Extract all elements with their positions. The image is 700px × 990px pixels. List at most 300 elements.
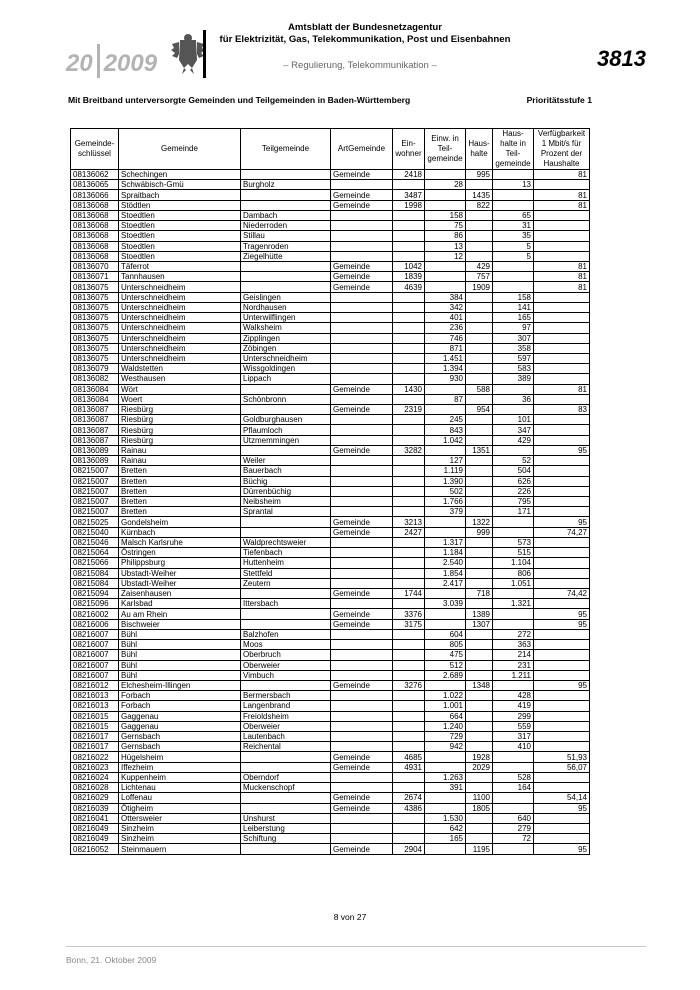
table-cell: 317 — [493, 732, 534, 742]
table-cell: Unterwilflingen — [241, 313, 331, 323]
table-cell — [331, 415, 393, 425]
table-cell: Stillau — [241, 231, 331, 241]
table-cell: 822 — [466, 200, 493, 210]
table-cell — [493, 527, 534, 537]
table-cell: Riesbürg — [119, 405, 241, 415]
table-cell: 08136075 — [71, 343, 119, 353]
table-cell: Bretten — [119, 507, 241, 517]
table-cell — [534, 650, 590, 660]
table-cell — [425, 527, 466, 537]
table-cell — [493, 261, 534, 271]
table-cell: 08216049 — [71, 834, 119, 844]
table-cell: 2.417 — [425, 578, 466, 588]
table-cell: Bühl — [119, 670, 241, 680]
table-cell — [331, 343, 393, 353]
table-row — [71, 588, 590, 598]
table-cell: 604 — [425, 629, 466, 639]
table-cell — [466, 476, 493, 486]
table-cell — [466, 568, 493, 578]
table-cell: Weiler — [241, 456, 331, 466]
table-cell — [493, 793, 534, 803]
table-cell — [534, 241, 590, 251]
table-row — [71, 486, 590, 496]
table-cell: 35 — [493, 231, 534, 241]
table-row — [71, 732, 590, 742]
table-cell: 08216007 — [71, 650, 119, 660]
table-cell — [493, 190, 534, 200]
gazette-title-line-2: für Elektrizität, Gas, Telekommunikation, Post und Eisenbahnen — [219, 33, 511, 45]
table-cell — [393, 701, 425, 711]
table-row — [71, 374, 590, 384]
table-cell: 347 — [493, 425, 534, 435]
table-cell: 3487 — [393, 190, 425, 200]
table-cell: Loffenau — [119, 793, 241, 803]
table-cell: Lautenbach — [241, 732, 331, 742]
table-cell — [425, 200, 466, 210]
table-cell — [393, 813, 425, 823]
table-cell: 127 — [425, 456, 466, 466]
table-cell: 1.022 — [425, 691, 466, 701]
table-cell — [331, 333, 393, 343]
table-cell — [466, 640, 493, 650]
table-cell: 475 — [425, 650, 466, 660]
table-cell: 4386 — [393, 803, 425, 813]
table-cell: Gemeinde — [331, 680, 393, 690]
table-row — [71, 844, 590, 854]
table-cell — [331, 302, 393, 312]
table-cell: Nordhausen — [241, 302, 331, 312]
table-cell — [466, 650, 493, 660]
table-cell: Hügelsheim — [119, 752, 241, 762]
table-cell: 65 — [493, 210, 534, 220]
table-cell: 843 — [425, 425, 466, 435]
table-cell — [393, 343, 425, 353]
table-cell: Utzmemmingen — [241, 435, 331, 445]
table-cell — [331, 476, 393, 486]
table-cell — [534, 691, 590, 701]
table-row — [71, 578, 590, 588]
table-cell — [534, 507, 590, 517]
table-cell — [534, 732, 590, 742]
table-row — [71, 609, 590, 619]
table-cell: 08215040 — [71, 527, 119, 537]
table-cell — [393, 394, 425, 404]
table-row — [71, 762, 590, 772]
table-cell: Philippsburg — [119, 558, 241, 568]
table-cell — [331, 599, 393, 609]
table-cell — [331, 537, 393, 547]
table-row — [71, 527, 590, 537]
table-cell: 226 — [493, 486, 534, 496]
table-cell: 08136068 — [71, 210, 119, 220]
table-cell — [466, 364, 493, 374]
table-cell: 718 — [466, 588, 493, 598]
table-row — [71, 272, 590, 282]
table-cell: Gaggenau — [119, 711, 241, 721]
publication-date: Bonn, 21. Oktober 2009 — [66, 955, 157, 965]
table-cell — [331, 497, 393, 507]
table-cell: Unterschneidheim — [119, 313, 241, 323]
table-cell — [534, 251, 590, 261]
table-cell — [393, 435, 425, 445]
issue-year-value: 2009 — [103, 50, 158, 77]
table-cell: Östringen — [119, 548, 241, 558]
table-cell — [331, 711, 393, 721]
table-cell — [466, 721, 493, 731]
table-cell: 08136084 — [71, 394, 119, 404]
table-cell: 5 — [493, 251, 534, 261]
table-cell: Unterschneidheim — [119, 333, 241, 343]
table-cell — [493, 445, 534, 455]
table-cell: Oberweier — [241, 721, 331, 731]
table-cell — [425, 803, 466, 813]
table-cell — [534, 629, 590, 639]
table-cell: 999 — [466, 527, 493, 537]
table-cell — [393, 210, 425, 220]
table-cell: Spraitbach — [119, 190, 241, 200]
table-cell: 1042 — [393, 261, 425, 271]
table-cell: Stoedtlen — [119, 210, 241, 220]
table-cell — [425, 762, 466, 772]
table-cell: 1195 — [466, 844, 493, 854]
table-cell: Gemeinde — [331, 527, 393, 537]
table-cell — [534, 537, 590, 547]
table-cell — [331, 210, 393, 220]
table-cell: Stoedtlen — [119, 241, 241, 251]
federal-eagle-logo — [170, 30, 206, 76]
table-row — [71, 466, 590, 476]
table-cell — [466, 374, 493, 384]
table-cell: 08136075 — [71, 302, 119, 312]
table-row — [71, 507, 590, 517]
table-cell: Niederroden — [241, 221, 331, 231]
table-cell — [466, 210, 493, 220]
table-cell — [493, 405, 534, 415]
table-cell — [393, 497, 425, 507]
column-header: Ein-wohner — [393, 129, 425, 170]
table-cell: 08136087 — [71, 405, 119, 415]
table-cell: 3175 — [393, 619, 425, 629]
table-cell: 08136079 — [71, 364, 119, 374]
table-cell: Gemeinde — [331, 170, 393, 180]
table-cell — [534, 742, 590, 752]
table-cell: 3.039 — [425, 599, 466, 609]
table-row — [71, 180, 590, 190]
table-cell — [393, 742, 425, 752]
table-cell: Gemeinde — [331, 762, 393, 772]
table-cell: 3376 — [393, 609, 425, 619]
table-cell: 08215084 — [71, 578, 119, 588]
table-cell: 757 — [466, 272, 493, 282]
table-cell: 08215066 — [71, 558, 119, 568]
table-cell — [241, 527, 331, 537]
table-cell: 2418 — [393, 170, 425, 180]
table-row — [71, 650, 590, 660]
table-cell: Gemeinde — [331, 619, 393, 629]
table-cell — [331, 353, 393, 363]
table-cell — [241, 261, 331, 271]
table-cell: 1.184 — [425, 548, 466, 558]
table-cell: 1.317 — [425, 537, 466, 547]
table-cell: Waldstetten — [119, 364, 241, 374]
table-cell: Stettfeld — [241, 568, 331, 578]
table-cell — [393, 302, 425, 312]
table-cell: 08216029 — [71, 793, 119, 803]
table-cell: Schechingen — [119, 170, 241, 180]
table-cell: Kuppenheim — [119, 772, 241, 782]
table-cell: 75 — [425, 221, 466, 231]
table-cell: Gemeinde — [331, 272, 393, 282]
table-cell: 08216024 — [71, 772, 119, 782]
table-cell: Unterschneidheim — [119, 343, 241, 353]
table-cell: 272 — [493, 629, 534, 639]
table-cell — [466, 231, 493, 241]
table-cell — [425, 793, 466, 803]
table-cell — [466, 486, 493, 496]
table-cell: Unterschneidheim — [119, 323, 241, 333]
table-cell: 08136075 — [71, 292, 119, 302]
table-cell: 1.263 — [425, 772, 466, 782]
table-cell — [534, 548, 590, 558]
table-cell: Gemeinde — [331, 844, 393, 854]
table-cell: 1.240 — [425, 721, 466, 731]
table-cell — [331, 313, 393, 323]
table-cell: 08216017 — [71, 742, 119, 752]
table-row — [71, 691, 590, 701]
table-row — [71, 333, 590, 343]
table-cell: 08136075 — [71, 323, 119, 333]
table-cell — [425, 261, 466, 271]
table-cell: 81 — [534, 170, 590, 180]
table-cell: 95 — [534, 844, 590, 854]
table-cell: 08136070 — [71, 261, 119, 271]
table-cell: 1100 — [466, 793, 493, 803]
table-cell: 28 — [425, 180, 466, 190]
year-separator — [97, 44, 100, 78]
priority-label: Prioritätsstufe 1 — [526, 95, 592, 105]
table-cell — [493, 609, 534, 619]
table-cell — [393, 486, 425, 496]
table-cell: 08216052 — [71, 844, 119, 854]
table-cell: 573 — [493, 537, 534, 547]
table-cell — [393, 640, 425, 650]
table-cell — [493, 803, 534, 813]
table-cell: 08216022 — [71, 752, 119, 762]
table-cell — [466, 507, 493, 517]
table-cell: Stoedtlen — [119, 251, 241, 261]
table-cell — [393, 783, 425, 793]
table-row — [71, 742, 590, 752]
table-cell: 358 — [493, 343, 534, 353]
table-row — [71, 292, 590, 302]
table-cell: 1307 — [466, 619, 493, 629]
table-cell: 08215007 — [71, 486, 119, 496]
table-cell: 08215094 — [71, 588, 119, 598]
table-cell: 08216013 — [71, 701, 119, 711]
table-cell — [466, 313, 493, 323]
table-cell: 410 — [493, 742, 534, 752]
table-cell: Karlsbad — [119, 599, 241, 609]
table-cell — [331, 691, 393, 701]
table-cell: Wissgoldingen — [241, 364, 331, 374]
table-cell — [466, 466, 493, 476]
table-cell: Unterschneidheim — [119, 292, 241, 302]
table-cell: 429 — [466, 261, 493, 271]
table-cell: Rainau — [119, 456, 241, 466]
table-row — [71, 343, 590, 353]
table-row — [71, 660, 590, 670]
table-cell — [534, 640, 590, 650]
table-cell: Ittersbach — [241, 599, 331, 609]
table-cell: 13 — [493, 180, 534, 190]
table-row — [71, 190, 590, 200]
table-cell — [393, 732, 425, 742]
table-cell: 08215007 — [71, 507, 119, 517]
column-header: Einw. in Teil-gemeinde — [425, 129, 466, 170]
table-cell: Gemeinde — [331, 405, 393, 415]
table-cell: Oberndorf — [241, 772, 331, 782]
table-cell — [331, 180, 393, 190]
table-cell — [331, 824, 393, 834]
table-row — [71, 721, 590, 731]
table-cell: 2904 — [393, 844, 425, 854]
column-header: Gemeinde — [119, 129, 241, 170]
table-cell — [331, 231, 393, 241]
table-cell — [393, 711, 425, 721]
table-cell — [466, 824, 493, 834]
table-cell: 08216002 — [71, 609, 119, 619]
table-cell — [331, 466, 393, 476]
table-cell: Gernsbach — [119, 742, 241, 752]
table-cell: 1430 — [393, 384, 425, 394]
table-cell — [534, 302, 590, 312]
table-cell — [493, 272, 534, 282]
table-cell: 08136062 — [71, 170, 119, 180]
table-cell — [393, 456, 425, 466]
table-cell — [393, 415, 425, 425]
table-cell — [493, 170, 534, 180]
table-cell: 165 — [493, 313, 534, 323]
table-cell — [466, 251, 493, 261]
table-row — [71, 200, 590, 210]
table-cell — [241, 752, 331, 762]
table-cell: Stoedtlen — [119, 221, 241, 231]
table-cell: 583 — [493, 364, 534, 374]
table-cell: Walksheim — [241, 323, 331, 333]
table-cell: 805 — [425, 640, 466, 650]
table-cell: 559 — [493, 721, 534, 731]
table-cell: 588 — [466, 384, 493, 394]
table-cell: Gemeinde — [331, 261, 393, 271]
table-cell: Huttenheim — [241, 558, 331, 568]
table-cell: Unterschneidheim — [119, 302, 241, 312]
document-title: Mit Breitband unterversorgte Gemeinden und Teilgemeinden in Baden-Württemberg — [68, 95, 411, 105]
table-cell — [466, 813, 493, 823]
table-cell: Goldburghausen — [241, 415, 331, 425]
table-cell: 08216017 — [71, 732, 119, 742]
table-cell: 1.119 — [425, 466, 466, 476]
table-cell — [493, 384, 534, 394]
table-cell — [331, 629, 393, 639]
table-cell: 81 — [534, 190, 590, 200]
table-cell — [241, 619, 331, 629]
table-row — [71, 752, 590, 762]
table-cell — [241, 762, 331, 772]
table-row — [71, 711, 590, 721]
table-cell: Lippach — [241, 374, 331, 384]
table-cell: Riesbürg — [119, 435, 241, 445]
table-cell: 08136075 — [71, 282, 119, 292]
table-cell: 74,27 — [534, 527, 590, 537]
table-cell — [393, 251, 425, 261]
table-cell — [493, 762, 534, 772]
table-cell: Gemeinde — [331, 384, 393, 394]
table-cell — [466, 180, 493, 190]
table-row — [71, 353, 590, 363]
table-cell — [534, 221, 590, 231]
table-cell: 2029 — [466, 762, 493, 772]
table-cell: Gemeinde — [331, 588, 393, 598]
table-cell: Steinmauern — [119, 844, 241, 854]
table-cell — [466, 599, 493, 609]
table-cell: 1348 — [466, 680, 493, 690]
table-cell: 419 — [493, 701, 534, 711]
table-cell: 08216007 — [71, 640, 119, 650]
table-cell — [534, 486, 590, 496]
gazette-subtitle: – Regulierung, Telekommunikation – — [283, 60, 437, 71]
table-cell: 08216015 — [71, 711, 119, 721]
table-cell: 3276 — [393, 680, 425, 690]
table-cell — [331, 732, 393, 742]
table-cell — [466, 772, 493, 782]
table-cell — [425, 384, 466, 394]
table-cell — [393, 629, 425, 639]
table-cell: 08215007 — [71, 466, 119, 476]
table-cell — [331, 435, 393, 445]
table-cell — [393, 721, 425, 731]
table-cell — [393, 660, 425, 670]
table-cell: 1351 — [466, 445, 493, 455]
table-cell: 642 — [425, 824, 466, 834]
table-cell — [534, 292, 590, 302]
table-cell: 512 — [425, 660, 466, 670]
table-cell — [534, 353, 590, 363]
table-cell — [466, 302, 493, 312]
table-cell: Forbach — [119, 691, 241, 701]
table-cell: 08136087 — [71, 425, 119, 435]
column-header: Gemeinde-schlüssel — [71, 129, 119, 170]
table-cell — [493, 844, 534, 854]
table-cell — [534, 343, 590, 353]
table-cell — [425, 619, 466, 629]
table-row — [71, 210, 590, 220]
table-cell — [466, 333, 493, 343]
table-row — [71, 701, 590, 711]
table-cell: 2427 — [393, 527, 425, 537]
table-cell: 95 — [534, 445, 590, 455]
table-cell: 379 — [425, 507, 466, 517]
table-cell — [534, 599, 590, 609]
table-cell: 81 — [534, 200, 590, 210]
table-cell: Muckenschopf — [241, 783, 331, 793]
table-cell: 08136068 — [71, 231, 119, 241]
table-row — [71, 548, 590, 558]
table-cell — [466, 323, 493, 333]
table-cell — [393, 558, 425, 568]
table-cell — [393, 476, 425, 486]
table-cell: 1839 — [393, 272, 425, 282]
table-cell — [534, 578, 590, 588]
